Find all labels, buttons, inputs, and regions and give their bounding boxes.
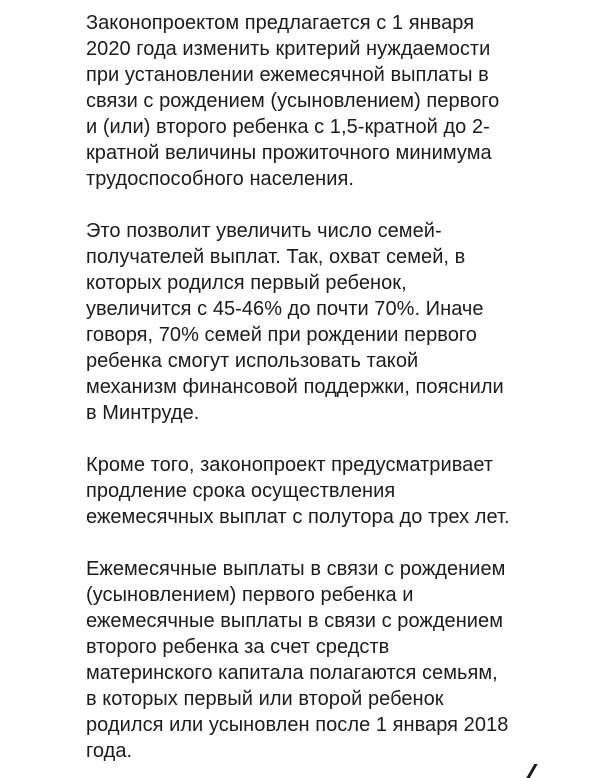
paragraph-duration: Кроме того, законопроект предусматривает продление срока осуществления ежемесячных выплат с полутора до трех лет. bbox=[86, 454, 510, 528]
paragraph-coverage: Это позволит увеличить число семей- получателей выплат. Так, охват семей, в которых родился первый ребенок, увеличится с 45-46% до почти 70%. Иначе говоря, 70% семей при рождении первого ребенка смогут использовать такой механизм финансовой поддержки, пояснили в Минтруде. bbox=[86, 220, 504, 424]
paragraph-eligibility: Ежемесячные выплаты в связи с рождением (усыновлением) первого ребенка и ежемесячные выплаты в связи с рождением второго ребенка за счет средств материнского капитала полагаются семьям, в которых первый или второй ребенок родился или усыновлен после 1 января 2018 года. bbox=[86, 558, 509, 762]
article-body bbox=[86, 10, 586, 764]
paragraph-criteria: Законопроектом предлагается с 1 января 2020 года изменить критерий нуждаемости при установлении ежемесячной выплаты в связи с рождением (усыновлением) первого и (или) второго ребенка с 1,5-кратной до 2- кратной величины прожиточного минимума трудоспособного населения. bbox=[86, 12, 500, 190]
stroke-mark-icon bbox=[525, 764, 539, 778]
